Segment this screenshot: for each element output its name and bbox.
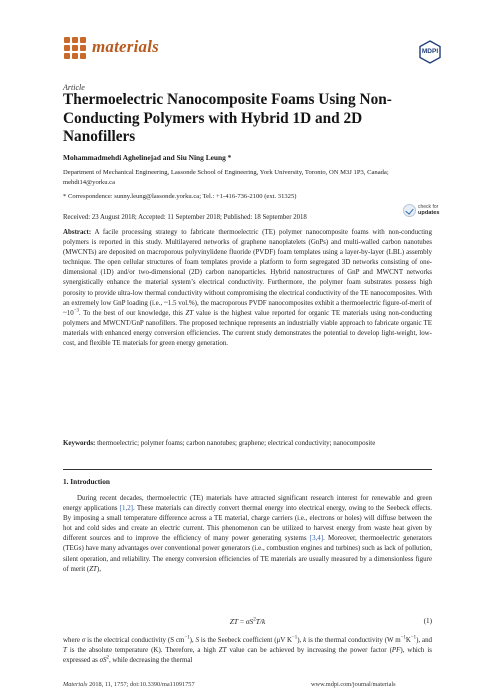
abstract-exponent: −3 [73, 308, 79, 314]
citation-link[interactable]: [1,2] [119, 504, 133, 513]
intro-zt: ZT [89, 564, 97, 573]
post-text: value can be achieved by increasing the power factor ( [226, 646, 392, 655]
post-exp: 2 [106, 655, 109, 661]
post-text: ), and [416, 636, 433, 644]
post-exp: −1 [184, 635, 190, 641]
post-pf: PF [391, 646, 401, 655]
publication-dates: Received: 23 August 2018; Accepted: 11 September 2018; Published: 18 September 2018 [63, 214, 307, 221]
eq-lhs: ZT [229, 617, 238, 626]
post-text: is the Seebeck coefficient (μV K [199, 636, 293, 644]
intro-text-2: . These materials can directly convert thermal energy into electrical energy, owing to the Seebeck effects. By imposing a small temperature difference across a TE material, charge carriers (i.e., electrons or holes) will diffuse between the hot and cold sides and create an electric current. This phenomenon can be utilized to harvest energy from waste heat given by different sources and to improve the efficiency of many power generating systems [63, 504, 432, 543]
post-text: K [405, 636, 411, 644]
keywords-label: Keywords: [63, 439, 96, 447]
equation-number: (1) [423, 617, 432, 625]
equation-1 [63, 617, 432, 629]
eq-square: 2 [253, 616, 256, 623]
section-heading: 1. Introduction [63, 477, 110, 486]
abstract-zt: ZT [185, 308, 194, 317]
journal-name: materials [92, 37, 159, 56]
eq-sigma: σ [245, 617, 250, 626]
keywords-text: thermoelectric; polymer foams; carbon nanotubes; graphene; electrical conductivity; nanocomposite [95, 439, 376, 447]
introduction-paragraph [63, 493, 432, 574]
footer-journal: Materials [63, 681, 88, 688]
check-updates-line2: updates [418, 210, 440, 216]
abstract-label: Abstract: [63, 228, 92, 236]
post-text: ), [297, 636, 304, 644]
paper-title: Thermoelectric Nanocomposite Foams Using Non-Conducting Polymers with Hybrid 1D and 2D Nanofillers [63, 91, 392, 145]
abstract-text-3: value is the highest value reported for organic TE materials using non-conducting polymers and MWCNT/GnP nanofillers. The proposed technique represents an industrially viable approach to fabricate organic TE materials with enhanced energy conversion efficiencies. The current study demonstrates the potential to develop light-weight, low-cost, and flexible TE materials for green energy generation. [63, 308, 432, 348]
eq-s: S [249, 617, 254, 626]
intro-text-1: During recent decades, thermoelectric (TE) materials have attracted significant research interest for renewable and green energy applications [63, 494, 432, 513]
eq-rest: T/k [255, 617, 266, 626]
footer-url[interactable]: www.mdpi.com/journal/materials [311, 681, 396, 688]
footer-citation [63, 681, 195, 688]
post-exp: −1 [400, 635, 406, 641]
post-sigma-s: σS [99, 656, 107, 665]
post-t: T [63, 646, 67, 655]
post-text: is the thermal conductivity (W m [306, 636, 401, 644]
post-exp: −1 [292, 635, 298, 641]
post-text: ), which is expressed as [63, 646, 432, 665]
abstract-text-2: . To the best of our knowledge, this [78, 308, 186, 317]
check-for-updates-badge[interactable] [403, 203, 439, 229]
article-type: Article [63, 83, 85, 92]
check-updates-line1: check for [418, 204, 439, 210]
post-exp: −1 [410, 635, 417, 641]
intro-text-3: . Moreover, thermoelectric generators (TEGs) have many advantages over conventional power generators (i.e., combustion engines and turbines) such as lack of pollution, silent operation, and reliability. The energy conversion efficiencies of TE materials are usually measured by a dimensionless figure of merit ( [63, 534, 433, 573]
equation-body [63, 617, 432, 626]
eq-sign: = [237, 617, 246, 626]
author-list: Mohammadmehdi Aghelinejad and Siu Ning Leung * [63, 153, 232, 162]
intro-text-4: ), [96, 564, 101, 573]
post-text: is the absolute temperature (K). Therefore, a high [66, 646, 219, 655]
abstract-text: A facile processing strategy to fabricate thermoelectric (TE) polymer nanocomposite foams with non-conducting polymers is reported in this study. Multilayered networks of graphene nanoplatelets (GnPs) and multi-walled carbon nanotubes (MWCNTs) are deposited on macroporous polyvinylidene fluoride (PVDF) foam templates using a layer-by-layer (LBL) assembly technique. The open cellular structures of foam templates provide a platform to form segregated 3D networks consisting of one-dimensional (1D) and/or two-dimensional (2D) carbon nanoparticles. Hybrid nanostructures of GnP and MWCNT networks synergistically enhance the material system’s electrical conductivity. Furthermore, the polymer foam substrates possess high porosity to provide ultra-low thermal conductivity without compromising the electrical conductivity of the TE nanocomposites. With an extremely low GnP loading (i.e., ~1.5 vol.%), the macroporous PVDF nanocomposites exhibit a thermoelectric figure-of-merit of ~10 [63, 228, 433, 317]
correspondence: * Correspondence: sunny.leung@lassonde.yorku.ca; Tel.: +1-416-736-2100 (ext. 31325) [63, 193, 297, 200]
post-equation-paragraph [63, 635, 432, 665]
post-k: k [303, 636, 307, 644]
affiliation: Department of Mechanical Engineering, Lassonde School of Engineering, York University, Toronto, ON M3J 1P3, Canada; mehdi14@yorku.ca [63, 169, 389, 186]
citation-link[interactable]: [3,4] [309, 534, 324, 543]
publisher-name: MDPI [421, 48, 439, 55]
mdpi-logo-icon [418, 40, 442, 64]
post-text: , while decreasing the thermal [108, 656, 193, 665]
abstract [63, 227, 432, 348]
post-text: where [63, 636, 82, 644]
checkmark-icon [403, 204, 416, 217]
post-s: S [195, 636, 200, 644]
keywords [63, 438, 432, 448]
post-zt: ZT [218, 646, 227, 655]
footer-details: 2018, 11, 1757; doi:10.3390/ma11091757 [87, 681, 195, 688]
post-text: ), [189, 636, 196, 644]
journal-logo-icon [64, 37, 86, 59]
section-divider [63, 469, 432, 470]
post-text: is the electrical conductivity (S cm [85, 636, 185, 644]
post-sigma: σ [81, 636, 86, 644]
